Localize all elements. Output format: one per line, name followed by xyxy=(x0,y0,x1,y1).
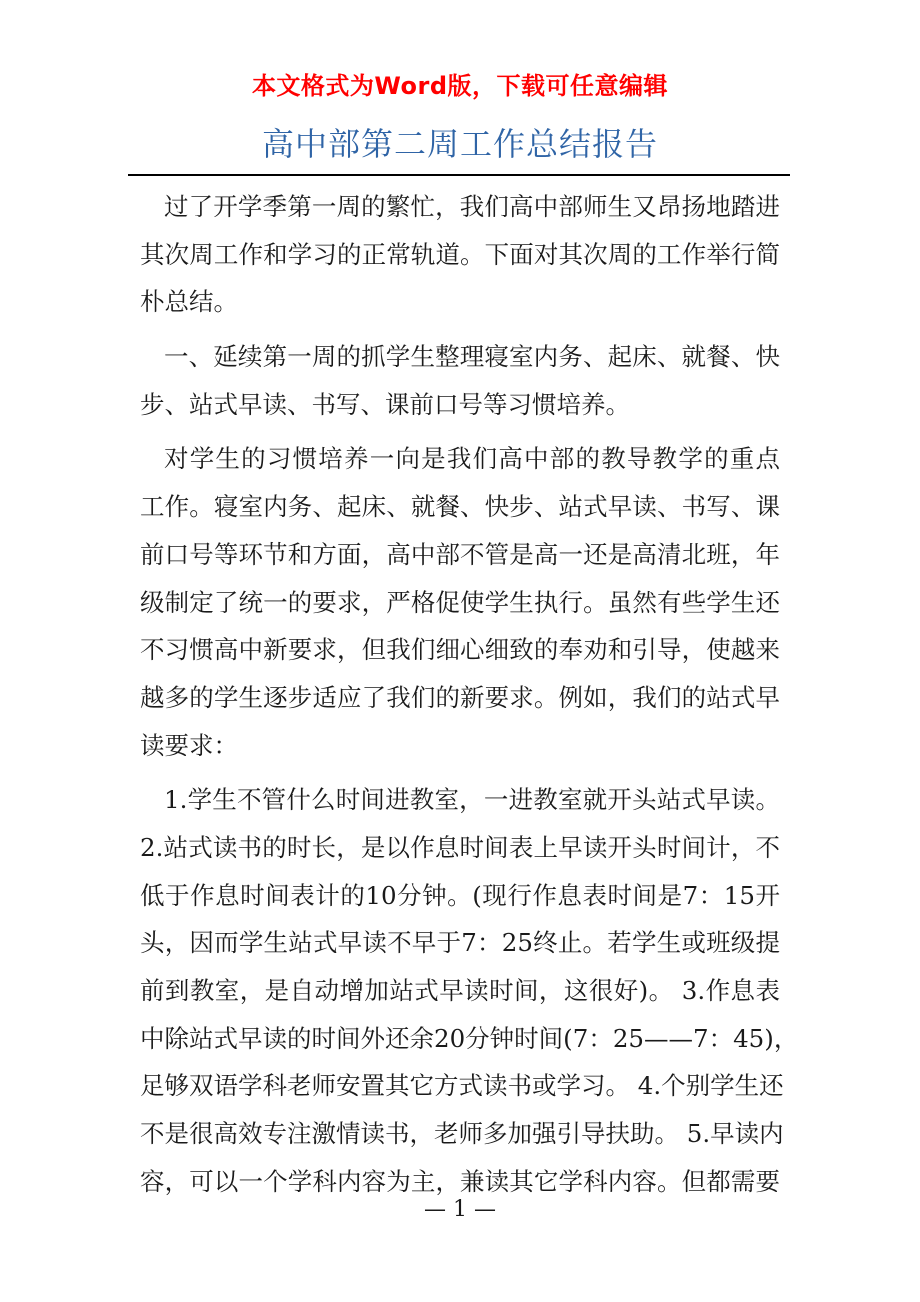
body-line: 越多的学生逐步适应了我们的新要求。例如，我们的站式早 xyxy=(140,682,780,712)
body-line: 对学生的习惯培养一向是我们高中部的教导教学的重点 xyxy=(164,444,780,474)
body-line: 中除站式早读的时间外还余20分钟时间(7：25——7：45)， xyxy=(140,1023,799,1053)
body-line: 朴总结。 xyxy=(140,287,238,317)
body-line: 足够双语学科老师安置其它方式读书或学习。 4.个别学生还 xyxy=(140,1071,784,1101)
body-line: 读要求： xyxy=(140,730,238,760)
page-number: — 1 — xyxy=(424,1197,496,1222)
body-line: 级制定了统一的要求，严格促使学生执行。虽然有些学生还 xyxy=(140,587,780,617)
body-line: 前口号等环节和方面，高中部不管是高一还是高清北班，年 xyxy=(140,539,780,569)
body-line: 不习惯高中新要求，但我们细心细致的奉劝和引导，使越来 xyxy=(140,635,780,665)
document-title: 高中部第二周工作总结报告 xyxy=(261,125,658,163)
body-line: 其次周工作和学习的正常轨道。下面对其次周的工作举行简 xyxy=(140,239,780,269)
body-line: 前到教室，是自动增加站式早读时间，这很好)。 3.作息表 xyxy=(140,976,780,1005)
body-line: 步、站式早读、书写、课前口号等习惯培养。 xyxy=(140,389,630,419)
document-body xyxy=(140,183,799,1205)
paragraph-gap xyxy=(140,428,780,435)
body-line: 头，因而学生站式早读不早于7：25终止。若学生或班级提 xyxy=(140,928,780,958)
body-line: 工作。寝室内务、起床、就餐、快步、站式早读、书写、课 xyxy=(140,492,780,522)
body-line: 不是很高效专注激情读书，老师多加强引导扶助。 5.早读内 xyxy=(140,1119,784,1149)
paragraph-gap xyxy=(140,769,780,776)
format-notice: 本文格式为Word版，下载可任意编辑 xyxy=(251,72,669,100)
title-divider xyxy=(128,174,790,176)
body-line: 1.学生不管什么时间进教室，一进教室就开头站式早读。 xyxy=(164,785,780,815)
body-line: 2.站式读书的时长，是以作息时间表上早读开头时间计，不 xyxy=(140,832,780,862)
body-line: 过了开学季第一周的繁忙，我们高中部师生又昂扬地踏进 xyxy=(164,192,780,221)
body-line: 一、延续第一周的抓学生整理寝室内务、起床、就餐、快 xyxy=(164,342,780,372)
paragraph-gap xyxy=(140,326,780,333)
body-line: 容，可以一个学科内容为主，兼读其它学科内容。但都需要 xyxy=(140,1166,780,1196)
body-line: 低于作息时间表计的10分钟。(现行作息表时间是7：15开 xyxy=(140,880,780,910)
